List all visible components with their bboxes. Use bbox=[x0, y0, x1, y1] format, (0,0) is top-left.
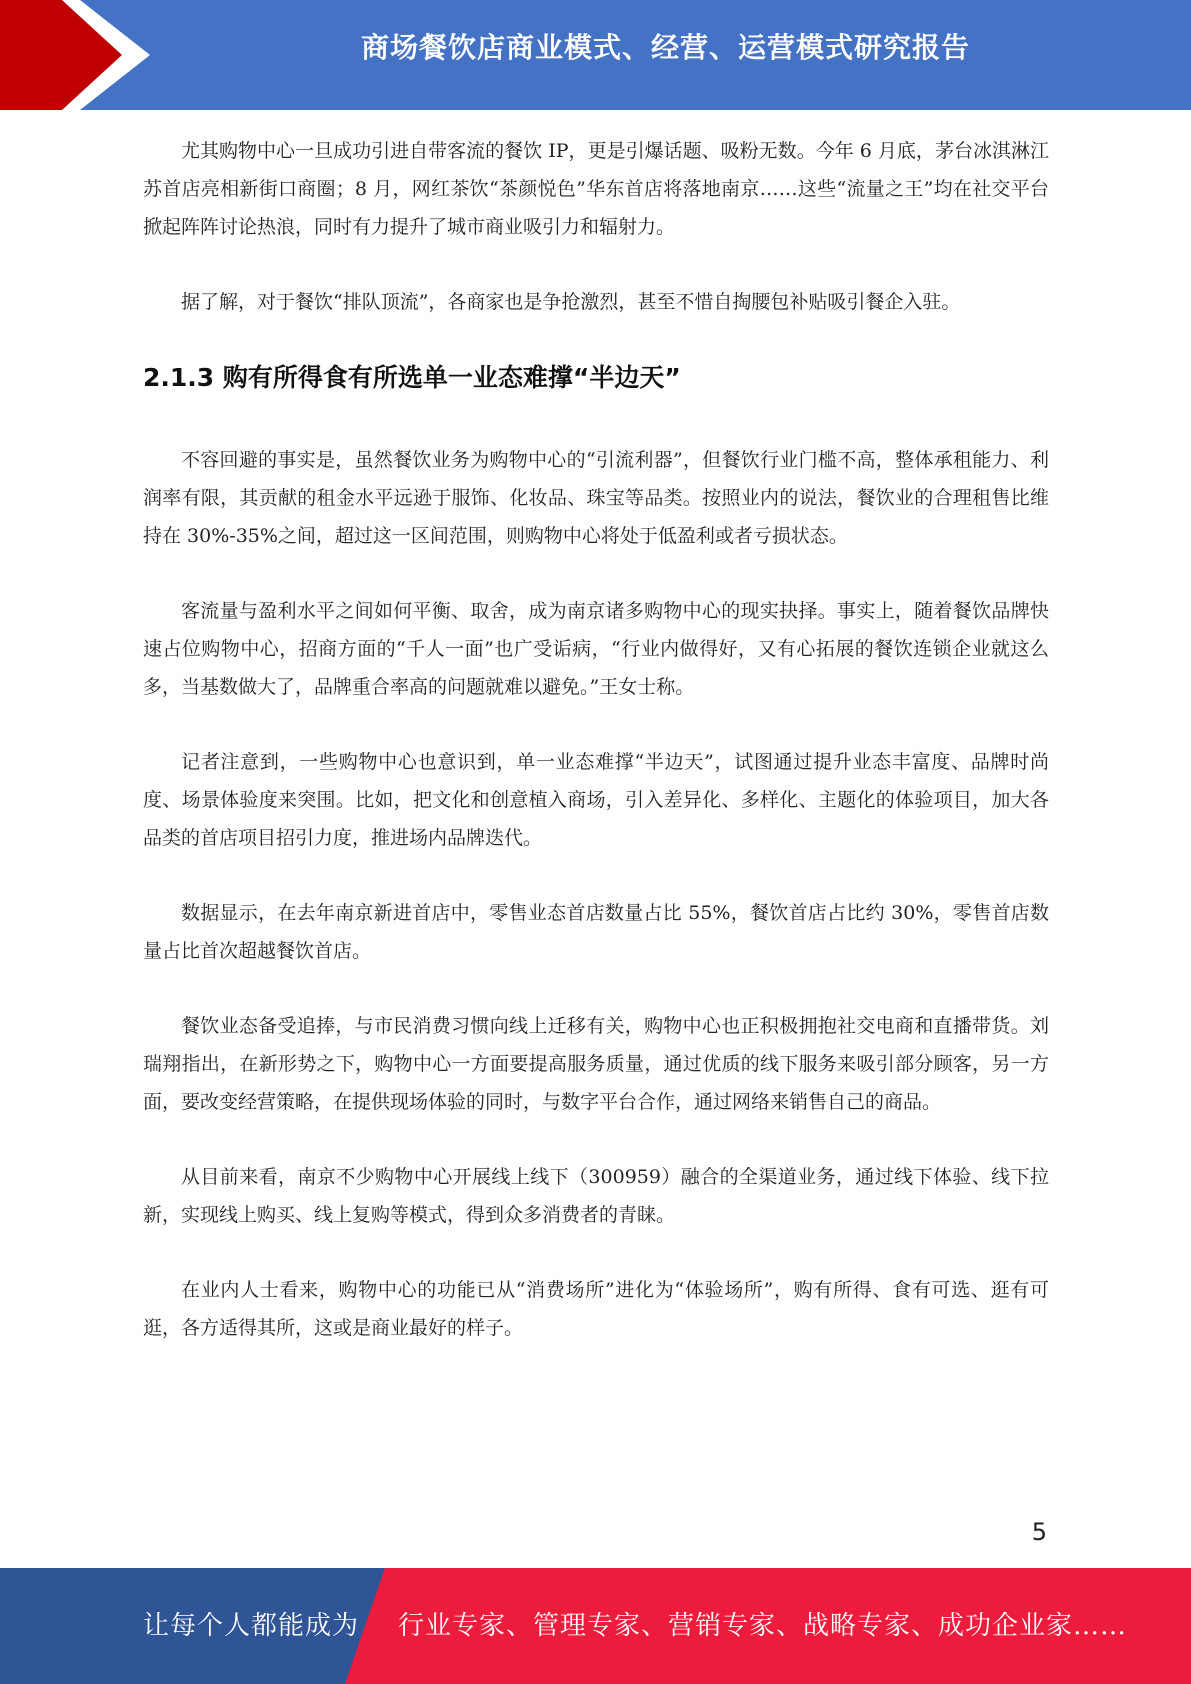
paragraph: 记者注意到，一些购物中心也意识到，单一业态难撑“半边天”，试图通过提升业态丰富度、品牌时尚度、场景体验度来突围。比如，把文化和创意植入商场，引入差异化、多样化、主题化的体验项目，加大各品类的首店项目招引力度，推进场内品牌迭代。 bbox=[143, 751, 1049, 849]
page-number: 5 bbox=[1031, 1518, 1047, 1546]
paragraph: 客流量与盈利水平之间如何平衡、取舍，成为南京诸多购物中心的现实抉择。事实上，随着餐饮品牌快速占位购物中心，招商方面的“千人一面”也广受诟病，“行业内做得好，又有心拓展的餐饮连锁企业就这么多，当基数做大了，品牌重合率高的问题就难以避免。”王女士称。 bbox=[143, 600, 1049, 698]
report-title: 商场餐饮店商业模式、经营、运营模式研究报告 bbox=[360, 31, 970, 64]
main-content bbox=[143, 132, 1049, 1384]
paragraph: 从目前来看，南京不少购物中心开展线上线下（300959）融合的全渠道业务，通过线下体验、线下拉新，实现线上购买、线上复购等模式，得到众多消费者的青睐。 bbox=[143, 1166, 1049, 1226]
section-heading: 2.1.3 购有所得食有所选单一业态难撑“半边天” bbox=[143, 363, 681, 392]
header-chevron-decoration bbox=[0, 0, 160, 110]
paragraph: 餐饮业态备受追捧，与市民消费习惯向线上迁移有关，购物中心也正积极拥抱社交电商和直播带货。刘瑞翔指出，在新形势之下，购物中心一方面要提高服务质量，通过优质的线下服务来吸引部分顾客，另一方面，要改变经营策略，在提供现场体验的同时，与数字平台合作，通过网络来销售自己的商品。 bbox=[143, 1015, 1049, 1113]
paragraph: 在业内人士看来，购物中心的功能已从“消费场所”进化为“体验场所”，购有所得、食有可选、逛有可逛，各方适得其所，这或是商业最好的样子。 bbox=[143, 1279, 1049, 1339]
footer-slogan-right: 行业专家、管理专家、营销专家、战略专家、成功企业家…… bbox=[398, 1611, 1128, 1641]
paragraph: 尤其购物中心一旦成功引进自带客流的餐饮 IP，更是引爆话题、吸粉无数。今年 6 月底，茅台冰淇淋江苏首店亮相新街口商圈；8 月，网红茶饮“茶颜悦色”华东首店将落地南京……这些“流量之王”均在社交平台掀起阵阵讨论热浪，同时有力提升了城市商业吸引力和辐射力。 bbox=[143, 140, 1049, 238]
page-footer bbox=[0, 1568, 1191, 1684]
paragraph: 据了解，对于餐饮“排队顶流”，各商家也是争抢激烈，甚至不惜自掏腰包补贴吸引餐企入驻。 bbox=[181, 291, 961, 313]
paragraph: 不容回避的事实是，虽然餐饮业务为购物中心的“引流利器”，但餐饮行业门槛不高，整体承租能力、利润率有限，其贡献的租金水平远逊于服饰、化妆品、珠宝等品类。按照业内的说法，餐饮业的合理租售比维持在 30%-35%之间，超过这一区间范围，则购物中心将处于低盈利或者亏损状态。 bbox=[143, 449, 1049, 547]
footer-slogan-left: 让每个人都能成为 bbox=[143, 1611, 360, 1641]
page-header bbox=[0, 0, 1191, 110]
paragraph: 数据显示，在去年南京新进首店中，零售业态首店数量占比 55%，餐饮首店占比约 30%，零售首店数量占比首次超越餐饮首店。 bbox=[143, 902, 1049, 962]
